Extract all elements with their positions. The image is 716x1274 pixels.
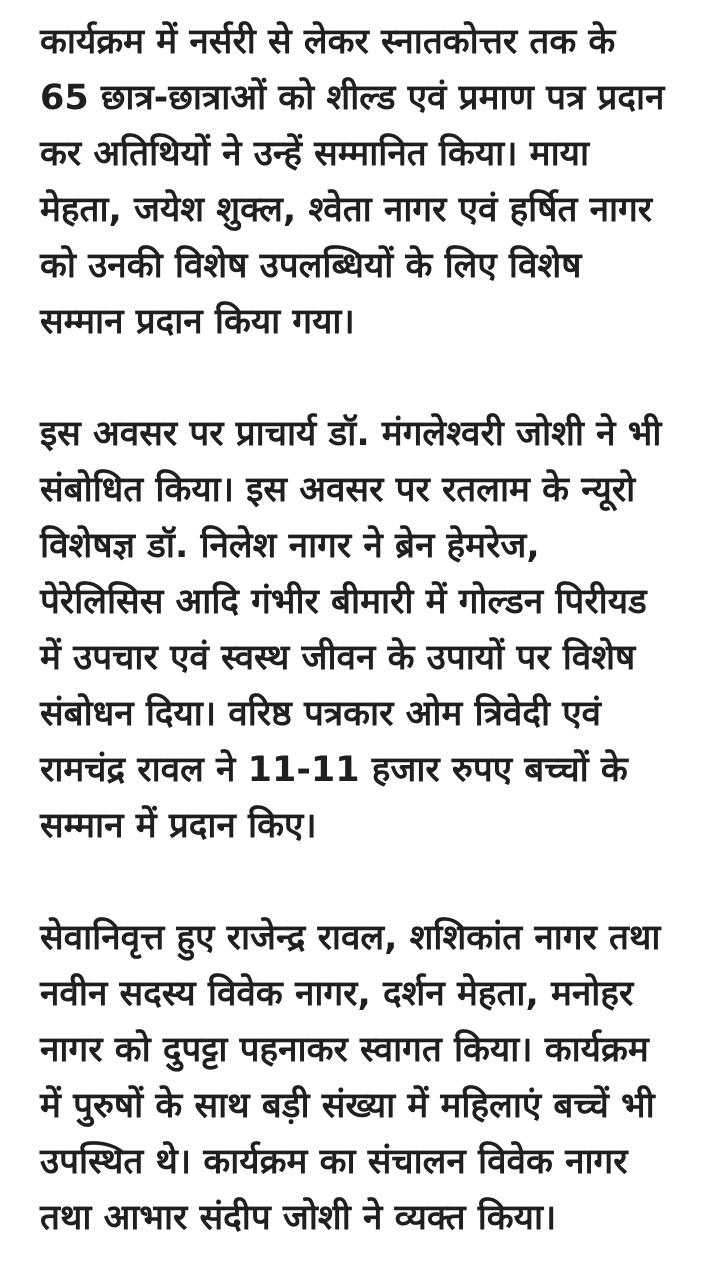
text-line: मेहता, जयेश शुक्ल, श्वेता नागर एवं हर्षित नागर: [40, 190, 653, 230]
text-line: सम्मान में प्रदान किए।: [40, 806, 317, 846]
text-line: पेरेलिसिस आदि गंभीर बीमारी में गोल्डन पिरीयड: [40, 582, 647, 622]
text-line: नवीन सदस्य विवेक नागर, दर्शन मेहता, मनोहर: [40, 974, 634, 1014]
text-line: कर अतिथियों ने उन्हें सम्मानित किया। माया: [40, 134, 590, 174]
text-line: रामचंद्र रावल ने 11-11 हजार रुपए बच्चों के: [40, 750, 628, 790]
text-line: तथा आभार संदीप जोशी ने व्यक्त किया।: [40, 1198, 557, 1238]
text-line: में उपचार एवं स्वस्थ जीवन के उपायों पर विशेष: [40, 638, 636, 678]
paragraph-welcome: [40, 910, 690, 1246]
text-line: विशेषज्ञ डॉ. निलेश नागर ने ब्रेन हेमरेज,: [40, 526, 540, 566]
text-line: को उनकी विशेष उपलब्धियों के लिए विशेष: [40, 246, 582, 286]
text-line: में पुरुषों के साथ बड़ी संख्या में महिलाएं बच्चें भी: [40, 1086, 655, 1126]
text-line: इस अवसर पर प्राचार्य डॉ. मंगलेश्वरी जोशी ने भी: [40, 414, 662, 454]
text-line: नागर को दुपट्टा पहनाकर स्वागत किया। कार्यक्रम: [40, 1030, 649, 1070]
paragraph-spacer: [40, 854, 690, 910]
text-line: सेवानिवृत्त हुए राजेन्द्र रावल, शशिकांत नागर तथा: [40, 918, 661, 958]
paragraph-awards: [40, 14, 690, 350]
text-line: 65 छात्र-छात्राओं को शील्ड एवं प्रमाण पत्र प्रदान: [40, 78, 665, 118]
text-line: संबोधन दिया। वरिष्ठ पत्रकार ओम त्रिवेदी एवं: [40, 694, 602, 734]
paragraph-speeches: [40, 406, 690, 854]
text-line: संबोधित किया। इस अवसर पर रतलाम के न्यूरो: [40, 470, 636, 510]
text-line: सम्मान प्रदान किया गया।: [40, 302, 355, 342]
article-body: [40, 14, 690, 1246]
text-line: उपस्थित थे। कार्यक्रम का संचालन विवेक नागर: [40, 1142, 628, 1182]
paragraph-spacer: [40, 350, 690, 406]
text-line: कार्यक्रम में नर्सरी से लेकर स्नातकोत्तर तक के: [40, 22, 616, 62]
